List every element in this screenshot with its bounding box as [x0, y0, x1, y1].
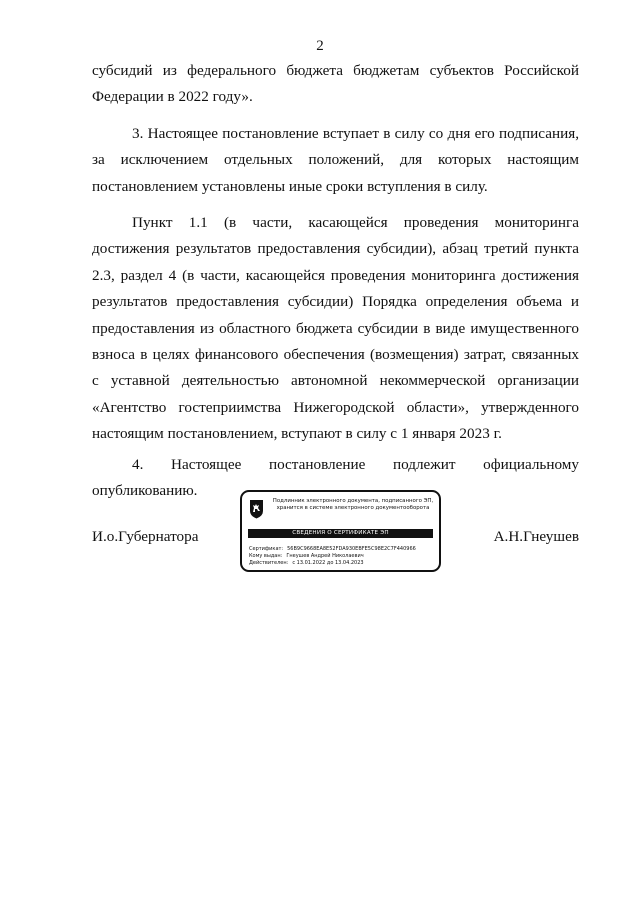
paragraph-3: 3. Настоящее постановление вступает в силу со дня его подписания, за исключением отдельных положений, для которых настоящим постановлением установлены иные сроки вступления в силу. — [92, 124, 579, 195]
stamp-header: Подлинник электронного документа, подписанного ЭП, хранится в системе электронного документооборота — [272, 498, 434, 511]
stamp-valid-label: Действителен: — [249, 560, 289, 566]
paragraph-4: 4. Настоящее постановление подлежит официальному опубликованию. — [92, 455, 579, 500]
signatory-name: А.Н.Гнеушев — [493, 528, 579, 545]
document-body — [92, 58, 579, 505]
signatory-position: И.о.Губернатора — [92, 528, 199, 545]
stamp-valid-row — [249, 560, 439, 567]
coat-of-arms-deer-icon — [249, 499, 264, 519]
stamp-certificate-banner: СВЕДЕНИЯ О СЕРТИФИКАТЕ ЭП — [248, 529, 433, 538]
page-number: 2 — [316, 38, 324, 54]
stamp-details — [249, 546, 439, 567]
stamp-cert-value: 56B9C9668EA8E52FDA930EBFE5C98E2C7F440966 — [287, 546, 416, 552]
stamp-valid-value: с 13.01.2022 до 13.04.2023 — [292, 560, 364, 566]
paragraph-continuation: субсидий из федерального бюджета бюджетам субъектов Российской Федерации в 2022 году». — [92, 62, 579, 106]
paragraph-3-effective-date: Пункт 1.1 (в части, касающейся проведения мониторинга достижения результатов предоставления субсидии), абзац третий пункта 2.3, раздел 4 (в части, касающейся проведения мониторинга достижения результатов предоставления субсидии) Порядка определения объема и предоставления из областного бюджета субсидии в виде имущественного взноса в целях финансового обеспечения (возмещения) затрат, связанных с уставной деятельностью автономной некоммерческой организации «Агентство гостеприимства Нижегородской области», утвержденного настоящим постановлением, вступают в силу с 1 января 2023 г. — [92, 214, 579, 443]
stamp-issued-row — [249, 553, 439, 560]
stamp-issued-value: Гнеушев Андрей Николаевич — [286, 553, 364, 559]
stamp-cert-row — [249, 546, 439, 553]
stamp-issued-label: Кому выдан: — [249, 553, 283, 559]
stamp-cert-label: Сертификат: — [249, 546, 284, 552]
electronic-signature-stamp — [240, 490, 441, 572]
